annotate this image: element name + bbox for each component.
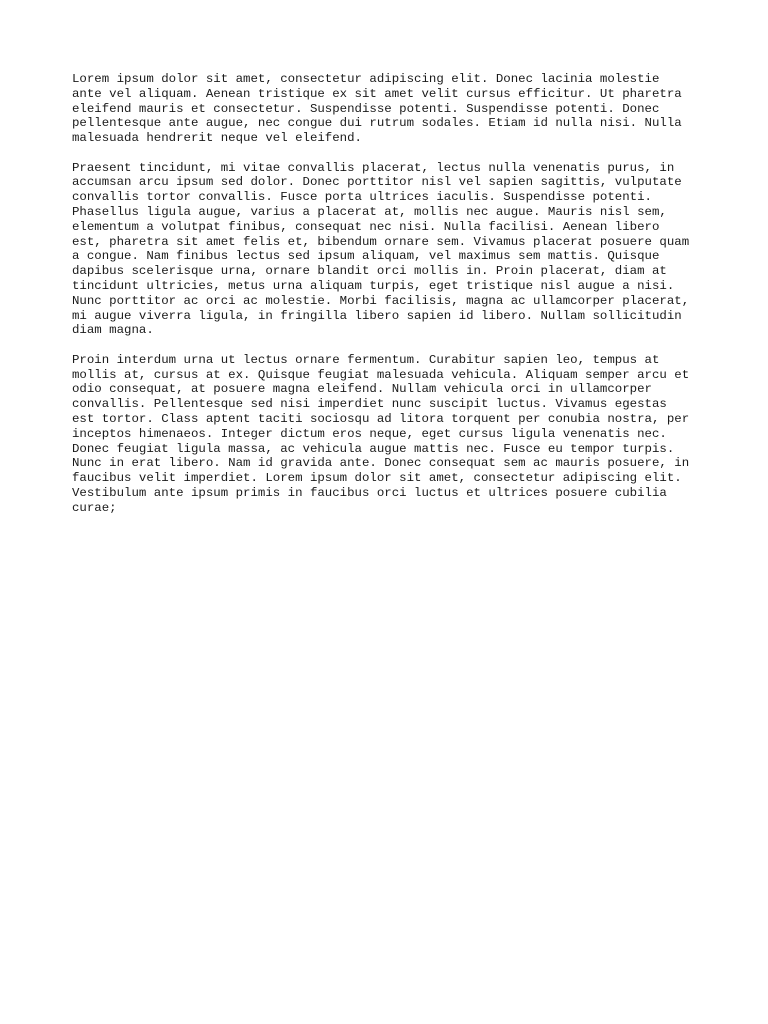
document-page bbox=[72, 72, 702, 530]
paragraph-1: Lorem ipsum dolor sit amet, consectetur adipiscing elit. Donec lacinia molestie ante vel aliquam. Aenean tristique ex sit amet velit cursus efficitur. Ut pharetra eleifend mauris et consectetur. Suspendisse potenti. Suspendisse potenti. Donec pellentesque ante augue, nec congue dui rutrum sodales. Etiam id nulla nisi. Nulla malesuada hendrerit neque vel eleifend. bbox=[72, 72, 682, 146]
paragraph-3: Proin interdum urna ut lectus ornare fermentum. Curabitur sapien leo, tempus at mollis at, cursus at ex. Quisque feugiat malesuada vehicula. Aliquam semper arcu et odio consequat, at posuere magna eleifend. Nullam vehicula orci in ullamcorper convallis. Pellentesque sed nisi imperdiet nunc suscipit luctus. Vivamus egestas est tortor. Class aptent taciti sociosqu ad litora torquent per conubia nostra, per inceptos himenaeos. Integer dictum eros neque, eget cursus ligula venenatis nec. Donec feugiat ligula massa, ac vehicula augue mattis nec. Fusce eu tempor turpis. Nunc in erat libero. Nam id gravida ante. Donec consequat sem ac mauris posuere, in faucibus velit imperdiet. Lorem ipsum dolor sit amet, consectetur adipiscing elit. Vestibulum ante ipsum primis in faucibus orci luctus et ultrices posuere cubilia curae; bbox=[72, 352, 690, 515]
paragraph-2: Praesent tincidunt, mi vitae convallis placerat, lectus nulla venenatis purus, in accumsan arcu ipsum sed dolor. Donec porttitor nisl vel sapien sagittis, vulputate convallis tortor convallis. Fusce porta ultrices iaculis. Suspendisse potenti. Phasellus ligula augue, varius a placerat at, mollis nec augue. Mauris nisl sem, elementum a volutpat finibus, consequat nec nisi. Nulla facilisi. Aenean libero est, pharetra sit amet felis et, bibendum ornare sem. Vivamus placerat posuere quam a congue. Nam finibus lectus sed ipsum aliquam, vel maximus sem mattis. Quisque dapibus scelerisque urna, ornare blandit orci mollis in. Proin placerat, diam at tincidunt ultricies, metus urna aliquam turpis, eget tristique nisl augue a nisi. Nunc porttitor ac orci ac molestie. Morbi facilisis, magna ac ullamcorper placerat, mi augue viverra ligula, in fringilla libero sapien id libero. Nullam sollicitudin diam magna. bbox=[72, 160, 690, 338]
